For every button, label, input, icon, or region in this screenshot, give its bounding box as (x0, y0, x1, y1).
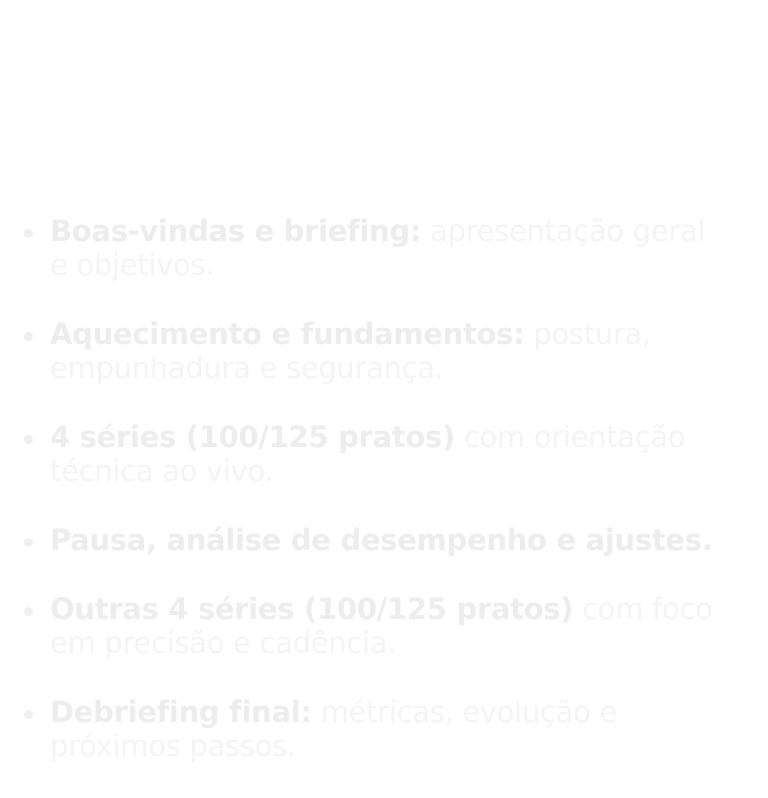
agenda-item-description: com foco em precisão e cadência. (50, 592, 713, 660)
agenda-item-series-2 (0, 592, 768, 660)
agenda-item-title: Outras 4 séries (100/125 pratos) (50, 592, 574, 626)
bullet-icon (24, 332, 33, 341)
agenda-item-description: métricas, evolução e próximos passos. (50, 695, 618, 763)
agenda-item-title: Debriefing final: (50, 695, 312, 729)
agenda-item-welcome (0, 214, 768, 282)
agenda-item-series-1 (0, 420, 768, 488)
bullet-icon (24, 538, 33, 547)
agenda-item-debriefing (0, 695, 768, 763)
agenda-list (0, 214, 768, 798)
agenda-item-description: postura, empunhadura e segurança. (50, 317, 651, 385)
bullet-icon (24, 710, 33, 719)
agenda-item-pause (0, 523, 768, 557)
agenda-item-description: com orientação técnica ao vivo. (50, 420, 686, 488)
agenda-item-title: Boas-vindas e briefing: (50, 214, 422, 248)
agenda-item-title: Pausa, análise de desempenho e ajustes. (50, 523, 713, 557)
agenda-item-description: apresentação geral e objetivos. (50, 214, 706, 282)
bullet-icon (24, 435, 33, 444)
agenda-item-warmup (0, 317, 768, 385)
agenda-item-title: 4 séries (100/125 pratos) (50, 420, 455, 454)
bullet-icon (24, 229, 33, 238)
agenda-item-title: Aquecimento e fundamentos: (50, 317, 525, 351)
bullet-icon (24, 607, 33, 616)
